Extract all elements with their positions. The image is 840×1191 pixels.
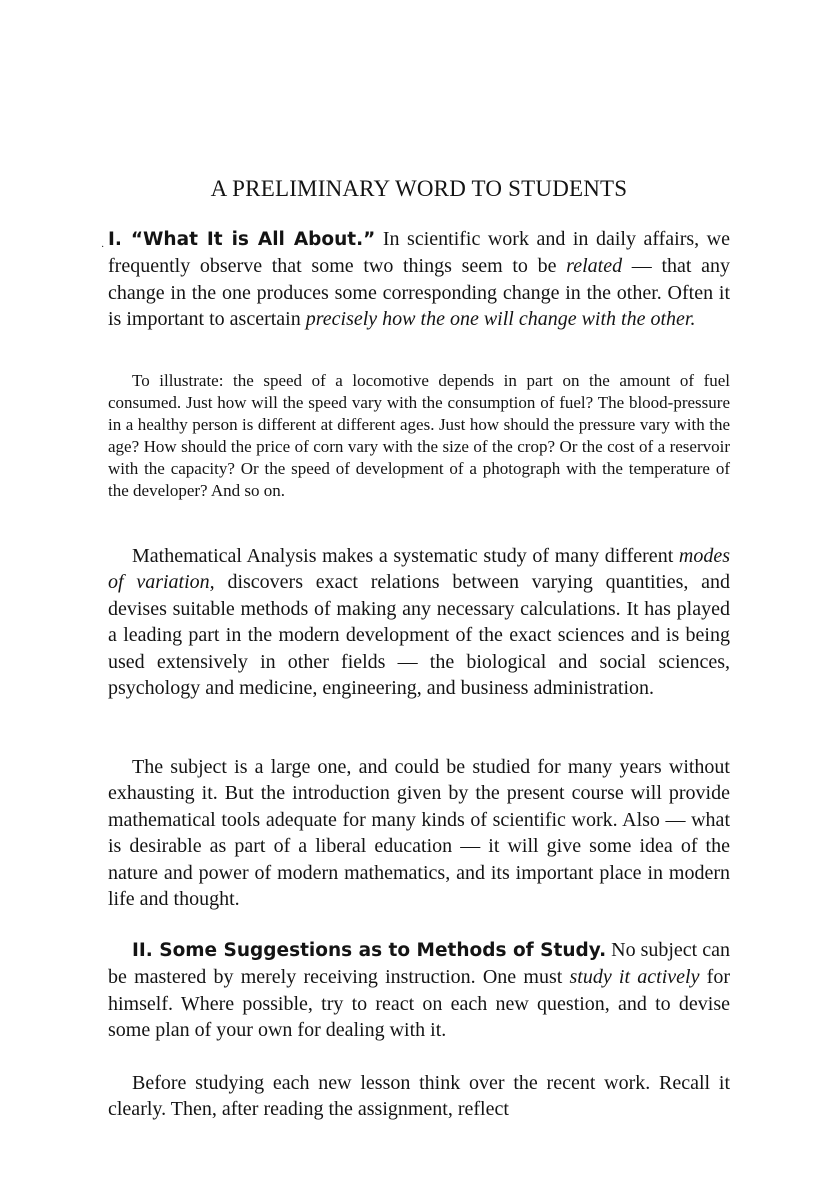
section-one-text-1: In scientific work and in daily affairs, we frequently observe that some two things seem to be — [108, 228, 731, 278]
section-one-paragraph — [101, 226, 731, 333]
section-two-heading: II. Some Suggestions as to Methods of Study. — [132, 940, 607, 961]
math-analysis-text-1: Mathematical Analysis makes a systematic study of many different — [132, 545, 674, 567]
section-one-heading: I. “What It is All About.” — [108, 229, 376, 250]
section-one-emphasis-precisely: precisely how the one will change with the other. — [305, 308, 696, 331]
page-title: A PRELIMINARY WORD TO STUDENTS — [210, 176, 628, 201]
illustration-paragraph: To illustrate: the speed of a locomotive depends in part on the amount of fuel consumed. Just how will the speed vary with the consumption of fuel? The blood-pressure in a healthy person is different at different ages. Just how should the pressure vary with the age? How should the price of corn vary with the size of the crop? Or the cost of a reservoir with the capacity? Or the speed of development of a photograph with the temperature of the developer? And so on. — [108, 371, 730, 500]
section-two-text-1: No subject can be mastered by merely receiving instruction. One must — [108, 939, 731, 989]
section-two-paragraph — [108, 937, 730, 1044]
before-studying-paragraph: Before studying each new lesson think over the recent work. Recall it clearly. Then, after reading the assignment, reflect — [108, 1072, 730, 1121]
section-one-text-2: — that any change in the one produces some corresponding change in the other. Often it is important to ascertain — [108, 255, 731, 331]
section-two-emphasis: study it actively — [569, 966, 700, 989]
section-two-text-2: for himself. Where possible, try to react on each new question, and to devise some plan of your own for dealing with it. — [108, 966, 730, 1042]
section-one-emphasis-related: related — [566, 255, 623, 278]
book-page — [101, 0, 731, 1191]
math-analysis-emphasis: modes of variation, — [108, 545, 730, 594]
subject-paragraph: The subject is a large one, and could be studied for many years without exhausting it. But the introduction given by the present course will provide mathematical tools adequate for many kinds of scientific work. Also — what is desirable as part of a liberal education — it will give some idea of the nature and power of modern mathematics, and its important place in modern life and thought. — [108, 756, 730, 911]
margin-dot: · — [101, 242, 105, 253]
math-analysis-paragraph — [108, 543, 730, 701]
math-analysis-text-2: discovers exact relations between varying quantities, and devises suitable methods of making any necessary calculations. It has played a leading part in the modern development of the exact sciences and is being used extensively in other fields — the biological and social sciences, psychology and medicine, engineering, and business administration. — [108, 571, 730, 700]
